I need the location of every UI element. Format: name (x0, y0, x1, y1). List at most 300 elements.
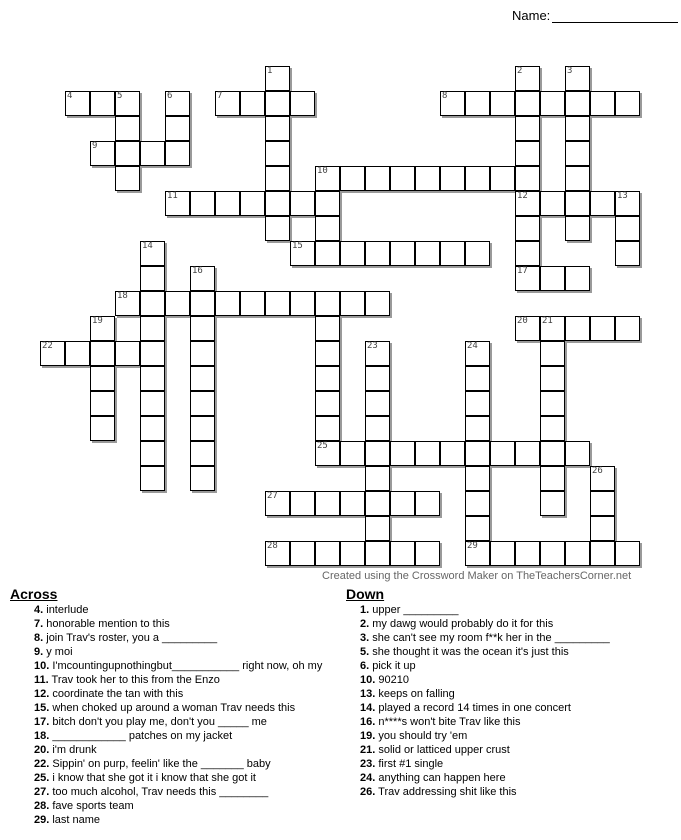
grid-cell[interactable] (590, 491, 615, 516)
clue-number: 16. (360, 716, 376, 728)
across-clues (10, 586, 322, 827)
grid-cell[interactable] (540, 266, 565, 291)
grid-cell[interactable] (340, 241, 365, 266)
grid-cell[interactable] (190, 266, 215, 291)
grid-cell[interactable] (115, 291, 140, 316)
across-clue (34, 743, 322, 757)
across-clue-list (10, 603, 322, 827)
down-clue-list (346, 603, 610, 799)
grid-cell[interactable] (540, 91, 565, 116)
grid-cell[interactable] (265, 91, 290, 116)
grid-cell[interactable] (90, 391, 115, 416)
cell-number: 24 (467, 341, 478, 351)
cell-number: 15 (292, 241, 303, 251)
clue-text: y moi (43, 646, 73, 658)
grid-cell[interactable] (315, 316, 340, 341)
grid-cell[interactable] (540, 466, 565, 491)
clue-number: 21. (360, 744, 376, 756)
cell-number: 11 (167, 191, 178, 201)
grid-cell[interactable] (390, 166, 415, 191)
grid-cell[interactable] (440, 91, 465, 116)
grid-cell[interactable] (140, 141, 165, 166)
grid-cell[interactable] (540, 391, 565, 416)
cell-number: 7 (217, 91, 223, 101)
grid-cell[interactable] (565, 91, 590, 116)
grid-cell[interactable] (140, 366, 165, 391)
grid-cell[interactable] (365, 416, 390, 441)
grid-cell[interactable] (565, 141, 590, 166)
grid-cell[interactable] (465, 366, 490, 391)
grid-cell[interactable] (415, 441, 440, 466)
grid-cell[interactable] (615, 241, 640, 266)
clue-text: bitch don't you play me, don't you _____ me (49, 716, 267, 728)
across-clue (34, 659, 322, 673)
across-clue (34, 631, 322, 645)
clue-number: 1. (360, 604, 370, 616)
cell-number: 27 (267, 491, 278, 501)
cell-number: 9 (92, 141, 98, 151)
grid-cell[interactable] (190, 466, 215, 491)
grid-cell[interactable] (215, 91, 240, 116)
grid-cell[interactable] (390, 541, 415, 566)
grid-cell[interactable] (615, 216, 640, 241)
down-clue (360, 617, 610, 631)
across-clue (34, 799, 322, 813)
clue-number: 12. (34, 688, 50, 700)
grid-cell[interactable] (215, 291, 240, 316)
across-clue (34, 715, 322, 729)
clue-text: join Trav's roster, you a _________ (43, 632, 218, 644)
clue-text: n****s won't bite Trav like this (375, 716, 521, 728)
cell-number: 8 (442, 91, 448, 101)
clue-text: first #1 single (375, 758, 444, 770)
clue-text: my dawg would probably do it for this (369, 618, 554, 630)
grid-cell[interactable] (315, 491, 340, 516)
cell-number: 19 (92, 316, 103, 326)
clue-text: coordinate the tan with this (49, 688, 184, 700)
across-clue (34, 701, 322, 715)
grid-cell[interactable] (515, 216, 540, 241)
grid-cell[interactable] (565, 66, 590, 91)
grid-cell[interactable] (190, 391, 215, 416)
grid-cell[interactable] (440, 166, 465, 191)
clue-number: 3. (360, 632, 370, 644)
grid-cell[interactable] (465, 466, 490, 491)
grid-cell[interactable] (565, 116, 590, 141)
clue-number: 9. (34, 646, 44, 658)
down-clue (360, 771, 610, 785)
cell-number: 5 (117, 91, 123, 101)
down-heading: Down (346, 586, 385, 602)
grid-cell[interactable] (190, 316, 215, 341)
grid-cell[interactable] (515, 541, 540, 566)
grid-cell[interactable] (340, 441, 365, 466)
grid-cell[interactable] (315, 241, 340, 266)
grid-cell[interactable] (165, 141, 190, 166)
grid-cell[interactable] (465, 491, 490, 516)
grid-cell[interactable] (415, 541, 440, 566)
grid-cell[interactable] (315, 391, 340, 416)
grid-cell[interactable] (240, 191, 265, 216)
cell-number: 16 (192, 266, 203, 276)
grid-cell[interactable] (140, 341, 165, 366)
clue-number: 7. (34, 618, 44, 630)
grid-cell[interactable] (565, 441, 590, 466)
grid-cell[interactable] (440, 441, 465, 466)
cell-number: 28 (267, 541, 278, 551)
grid-cell[interactable] (540, 316, 565, 341)
grid-cell[interactable] (365, 391, 390, 416)
cell-number: 6 (167, 91, 173, 101)
grid-cell[interactable] (515, 241, 540, 266)
grid-cell[interactable] (590, 541, 615, 566)
down-clue (360, 701, 610, 715)
grid-cell[interactable] (340, 291, 365, 316)
across-clue (34, 617, 322, 631)
grid-cell[interactable] (265, 291, 290, 316)
clue-text: too much alcohol, Trav needs this ________ (49, 786, 269, 798)
grid-cell[interactable] (290, 191, 315, 216)
grid-cell[interactable] (340, 541, 365, 566)
clue-number: 14. (360, 702, 376, 714)
grid-cell[interactable] (590, 466, 615, 491)
grid-cell[interactable] (415, 491, 440, 516)
clue-number: 27. (34, 786, 50, 798)
grid-cell[interactable] (290, 541, 315, 566)
grid-cell[interactable] (365, 441, 390, 466)
grid-cell[interactable] (90, 341, 115, 366)
grid-cell[interactable] (565, 541, 590, 566)
grid-cell[interactable] (240, 91, 265, 116)
grid-cell[interactable] (565, 191, 590, 216)
down-clue (360, 645, 610, 659)
grid-cell[interactable] (140, 416, 165, 441)
clue-text: Sippin' on purp, feelin' like the _______ baby (49, 758, 271, 770)
grid-cell[interactable] (90, 316, 115, 341)
clue-number: 20. (34, 744, 50, 756)
grid-cell[interactable] (265, 191, 290, 216)
grid-cell[interactable] (540, 191, 565, 216)
clue-text: anything can happen here (375, 772, 506, 784)
down-clue (360, 757, 610, 771)
cell-number: 2 (517, 66, 523, 76)
across-heading: Across (10, 586, 58, 602)
grid-cell[interactable] (265, 166, 290, 191)
clue-number: 22. (34, 758, 50, 770)
grid-cell[interactable] (515, 191, 540, 216)
clue-text: Trav took her to this from the Enzo (48, 674, 220, 686)
cell-number: 29 (467, 541, 478, 551)
across-clue (34, 813, 322, 827)
cell-number: 1 (267, 66, 273, 76)
across-clue (34, 603, 322, 617)
grid-cell[interactable] (265, 66, 290, 91)
grid-cell[interactable] (40, 341, 65, 366)
across-clue (34, 673, 322, 687)
grid-cell[interactable] (165, 291, 190, 316)
grid-cell[interactable] (590, 191, 615, 216)
grid-cell[interactable] (565, 166, 590, 191)
grid-cell[interactable] (315, 166, 340, 191)
cell-number: 13 (617, 191, 628, 201)
grid-cell[interactable] (140, 466, 165, 491)
grid-cell[interactable] (190, 416, 215, 441)
grid-cell[interactable] (265, 116, 290, 141)
clue-number: 13. (360, 688, 376, 700)
grid-cell[interactable] (115, 341, 140, 366)
clue-text: you should try 'em (375, 730, 468, 742)
clue-number: 2. (360, 618, 370, 630)
grid-cell[interactable] (515, 141, 540, 166)
clue-text: she can't see my room f**k her in the _________ (369, 632, 610, 644)
clue-number: 6. (360, 660, 370, 672)
grid-cell[interactable] (165, 191, 190, 216)
grid-cell[interactable] (190, 366, 215, 391)
grid-cell[interactable] (290, 491, 315, 516)
grid-cell[interactable] (215, 191, 240, 216)
grid-cell[interactable] (340, 166, 365, 191)
grid-cell[interactable] (465, 441, 490, 466)
grid-cell[interactable] (365, 491, 390, 516)
grid-cell[interactable] (515, 166, 540, 191)
grid-cell[interactable] (515, 116, 540, 141)
grid-cell[interactable] (115, 116, 140, 141)
clue-number: 10. (34, 660, 50, 672)
grid-cell[interactable] (290, 241, 315, 266)
name-label: Name: (512, 8, 551, 23)
grid-cell[interactable] (465, 416, 490, 441)
grid-cell[interactable] (90, 141, 115, 166)
across-clue (34, 645, 322, 659)
grid-cell[interactable] (140, 266, 165, 291)
grid-cell[interactable] (90, 366, 115, 391)
grid-cell[interactable] (315, 441, 340, 466)
grid-cell[interactable] (365, 166, 390, 191)
down-clue (360, 785, 610, 799)
clue-number: 18. (34, 730, 50, 742)
clue-number: 25. (34, 772, 50, 784)
grid-cell[interactable] (140, 291, 165, 316)
grid-cell[interactable] (490, 166, 515, 191)
down-clue (360, 715, 610, 729)
clue-text: keeps on falling (375, 688, 455, 700)
grid-cell[interactable] (265, 216, 290, 241)
grid-cell[interactable] (265, 491, 290, 516)
grid-cell[interactable] (415, 166, 440, 191)
grid-cell[interactable] (365, 241, 390, 266)
down-clue (360, 659, 610, 673)
clue-number: 4. (34, 604, 44, 616)
grid-cell[interactable] (490, 441, 515, 466)
cell-number: 17 (517, 266, 528, 276)
down-clue (360, 673, 610, 687)
grid-cell[interactable] (365, 291, 390, 316)
grid-cell[interactable] (390, 441, 415, 466)
grid-cell[interactable] (140, 441, 165, 466)
clue-number: 19. (360, 730, 376, 742)
clue-number: 8. (34, 632, 44, 644)
grid-cell[interactable] (465, 391, 490, 416)
cell-number: 26 (592, 466, 603, 476)
cell-number: 25 (317, 441, 328, 451)
grid-cell[interactable] (115, 141, 140, 166)
grid-cell[interactable] (365, 366, 390, 391)
down-clue (360, 631, 610, 645)
grid-cell[interactable] (315, 191, 340, 216)
cell-number: 3 (567, 66, 573, 76)
grid-cell[interactable] (515, 316, 540, 341)
grid-cell[interactable] (365, 466, 390, 491)
grid-cell[interactable] (165, 91, 190, 116)
clue-number: 15. (34, 702, 50, 714)
cell-number: 18 (117, 291, 128, 301)
cell-number: 21 (542, 316, 553, 326)
grid-cell[interactable] (515, 266, 540, 291)
credit-text: Created using the Crossword Maker on TheTeachersCorner.net (322, 570, 632, 582)
grid-cell[interactable] (515, 66, 540, 91)
grid-cell[interactable] (190, 291, 215, 316)
grid-cell[interactable] (540, 541, 565, 566)
grid-cell[interactable] (140, 316, 165, 341)
grid-cell[interactable] (465, 91, 490, 116)
grid-cell[interactable] (365, 516, 390, 541)
clue-number: 24. (360, 772, 376, 784)
grid-cell[interactable] (190, 341, 215, 366)
clue-text: when choked up around a woman Trav needs this (49, 702, 296, 714)
grid-cell[interactable] (265, 541, 290, 566)
grid-cell[interactable] (115, 166, 140, 191)
clue-text: interlude (43, 604, 89, 616)
clue-text: solid or latticed upper crust (375, 744, 510, 756)
grid-cell[interactable] (540, 491, 565, 516)
across-clue (34, 785, 322, 799)
down-clues (346, 586, 610, 799)
grid-cell[interactable] (465, 166, 490, 191)
cell-number: 12 (517, 191, 528, 201)
grid-cell[interactable] (140, 241, 165, 266)
down-clue (360, 729, 610, 743)
grid-cell[interactable] (315, 291, 340, 316)
clue-text: I'mcountingupnothingbut___________ right now, oh my (49, 660, 323, 672)
grid-cell[interactable] (540, 341, 565, 366)
clue-number: 10. (360, 674, 376, 686)
across-clue (34, 729, 322, 743)
grid-cell[interactable] (540, 416, 565, 441)
grid-cell[interactable] (115, 91, 140, 116)
down-clue (360, 687, 610, 701)
grid-cell[interactable] (315, 366, 340, 391)
grid-cell[interactable] (365, 341, 390, 366)
grid-cell[interactable] (290, 91, 315, 116)
grid-cell[interactable] (465, 541, 490, 566)
grid-cell[interactable] (315, 541, 340, 566)
clue-number: 5. (360, 646, 370, 658)
grid-cell[interactable] (415, 241, 440, 266)
grid-cell[interactable] (565, 316, 590, 341)
grid-cell[interactable] (190, 191, 215, 216)
cell-number: 20 (517, 316, 528, 326)
grid-cell[interactable] (465, 241, 490, 266)
clue-text: last name (49, 814, 101, 826)
clue-text: pick it up (369, 660, 416, 672)
grid-cell[interactable] (140, 391, 165, 416)
grid-cell[interactable] (540, 366, 565, 391)
grid-cell[interactable] (340, 491, 365, 516)
grid-cell[interactable] (390, 491, 415, 516)
grid-cell[interactable] (590, 516, 615, 541)
clue-number: 29. (34, 814, 50, 826)
clue-text: Trav addressing shit like this (375, 786, 517, 798)
grid-cell[interactable] (615, 191, 640, 216)
grid-cell[interactable] (490, 91, 515, 116)
grid-cell[interactable] (365, 541, 390, 566)
grid-cell[interactable] (590, 316, 615, 341)
clue-text: she thought it was the ocean it's just this (369, 646, 569, 658)
grid-cell[interactable] (65, 91, 90, 116)
grid-cell[interactable] (515, 441, 540, 466)
clue-text: i'm drunk (49, 744, 97, 756)
grid-cell[interactable] (615, 91, 640, 116)
clue-text: i know that she got it i know that she got it (49, 772, 256, 784)
clue-number: 11. (34, 674, 49, 686)
grid-cell[interactable] (290, 291, 315, 316)
grid-cell[interactable] (440, 241, 465, 266)
grid-cell[interactable] (165, 116, 190, 141)
grid-cell[interactable] (590, 91, 615, 116)
grid-cell[interactable] (315, 341, 340, 366)
clue-number: 23. (360, 758, 376, 770)
grid-cell[interactable] (90, 91, 115, 116)
across-clue (34, 757, 322, 771)
grid-cell[interactable] (540, 441, 565, 466)
grid-cell[interactable] (265, 141, 290, 166)
cell-number: 14 (142, 241, 153, 251)
across-clue (34, 771, 322, 785)
grid-cell[interactable] (90, 416, 115, 441)
clue-text: fave sports team (49, 800, 134, 812)
clue-text: upper _________ (369, 604, 459, 616)
clue-text: 90210 (375, 674, 409, 686)
grid-cell[interactable] (515, 91, 540, 116)
down-clue (360, 743, 610, 757)
grid-cell[interactable] (190, 441, 215, 466)
grid-cell[interactable] (240, 291, 265, 316)
cell-number: 22 (42, 341, 53, 351)
clue-number: 28. (34, 800, 50, 812)
grid-cell[interactable] (490, 541, 515, 566)
grid-cell[interactable] (465, 341, 490, 366)
grid-cell[interactable] (615, 541, 640, 566)
grid-cell[interactable] (315, 416, 340, 441)
grid-cell[interactable] (565, 216, 590, 241)
clue-text: played a record 14 times in one concert (375, 702, 571, 714)
grid-cell[interactable] (390, 241, 415, 266)
down-clue (360, 603, 610, 617)
grid-cell[interactable] (465, 516, 490, 541)
cell-number: 10 (317, 166, 328, 176)
cell-number: 23 (367, 341, 378, 351)
clue-text: honorable mention to this (43, 618, 170, 630)
across-clue (34, 687, 322, 701)
cell-number: 4 (67, 91, 73, 101)
clue-text: ____________ patches on my jacket (49, 730, 233, 742)
grid-cell[interactable] (65, 341, 90, 366)
grid-cell[interactable] (315, 216, 340, 241)
grid-cell[interactable] (615, 316, 640, 341)
clue-number: 26. (360, 786, 376, 798)
grid-cell[interactable] (565, 266, 590, 291)
clue-number: 17. (34, 716, 50, 728)
